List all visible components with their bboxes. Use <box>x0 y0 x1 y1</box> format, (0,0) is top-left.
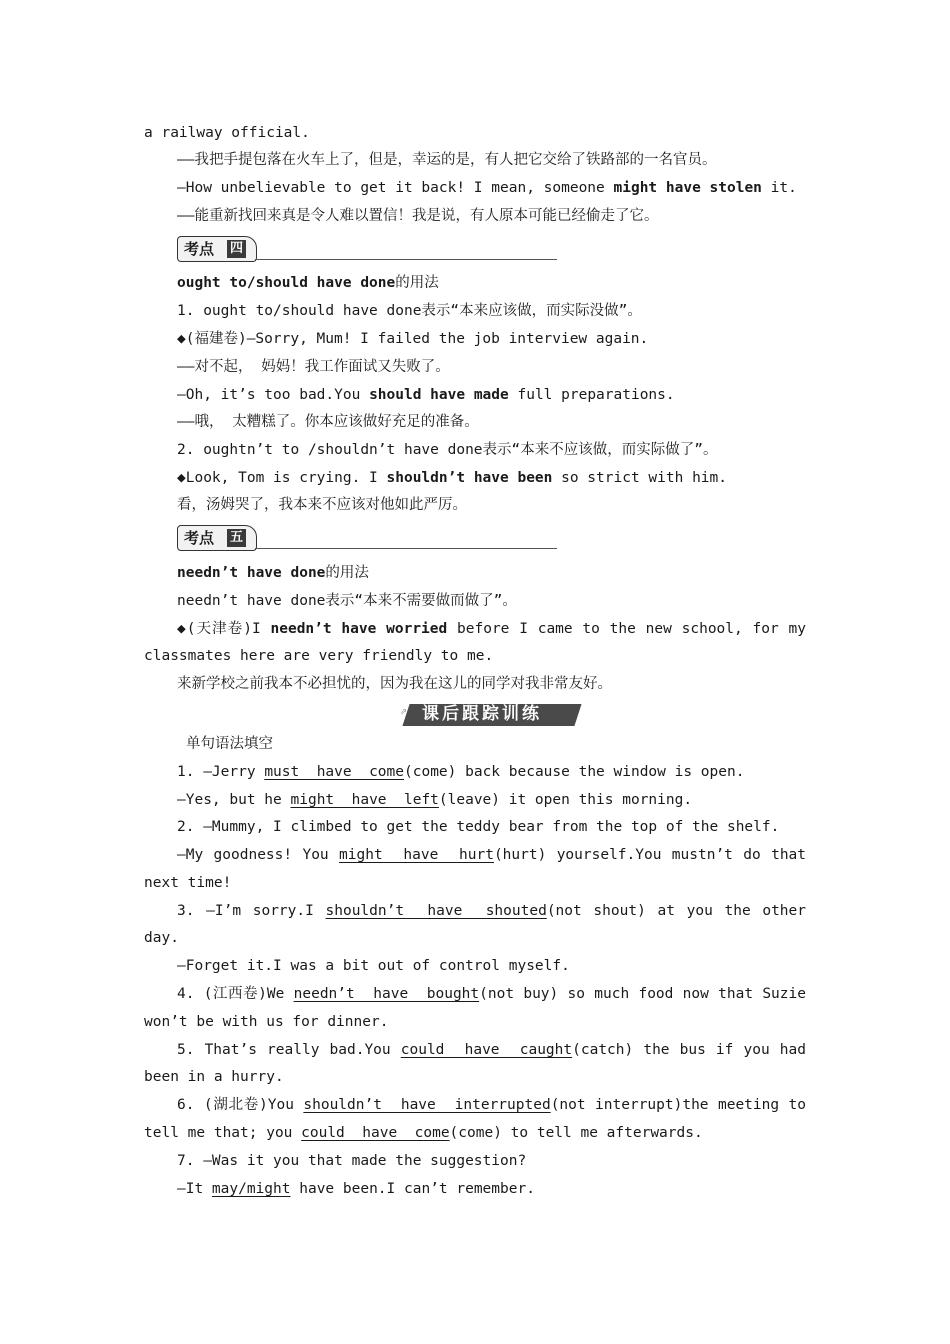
translation-line: ——对不起， 妈妈！我工作面试又失败了。 <box>177 359 450 375</box>
exercise-line: 1. —Jerry must have come(come) back because the window is open. <box>177 764 745 780</box>
section-banner <box>400 700 586 728</box>
answer: might have left <box>290 792 439 808</box>
exercise-line: next time! <box>144 875 232 891</box>
exercise-line: won’t be with us for dinner. <box>144 1014 389 1030</box>
translation-line: 来新学校之前我本不必担忧的，因为我在这儿的同学对我非常友好。 <box>177 676 612 692</box>
rule-line: needn’t have done表示“本来不需要做而做了”。 <box>177 593 517 609</box>
exercise-line: —Yes, but he might have left(leave) it open this morning. <box>177 792 693 808</box>
key-phrase: might have stolen <box>613 180 762 196</box>
example-line: ◆Look, Tom is crying. I shouldn’t have been so strict with him. <box>177 470 727 486</box>
exercise-line: 6. (湖北卷)You shouldn’t have interrupted(not interrupt)the meeting to <box>177 1097 806 1113</box>
exercise-line: —Forget it.I was a bit out of control myself. <box>177 958 570 974</box>
kaodian-number: 五 <box>227 529 246 547</box>
answer: must have come <box>264 764 404 780</box>
exercise-line: tell me that; you could have come(come) to tell me afterwards. <box>144 1125 703 1141</box>
key-phrase: should have made <box>369 387 509 403</box>
answer: might have hurt <box>339 847 494 863</box>
translation-line: 看，汤姆哭了，我本来不应该对他如此严厉。 <box>177 497 467 513</box>
banner-mark-icon: ⇗ <box>400 704 407 717</box>
translation-line: ——哦， 太糟糕了。你本应该做好充足的准备。 <box>177 414 479 430</box>
key-phrase: needn’t have worried <box>270 621 448 637</box>
translation-line: ——能重新找回来真是令人难以置信！我是说，有人原本可能已经偷走了它。 <box>177 208 659 224</box>
kaodian-badge: 考点 四 <box>177 236 257 262</box>
exercise-heading: 单句语法填空 <box>186 736 273 752</box>
answer: shouldn’t have interrupted <box>303 1097 551 1113</box>
answer: could have come <box>301 1125 450 1141</box>
example-line: —Oh, it’s too bad.You should have made full preparations. <box>177 387 675 403</box>
example-line: classmates here are very friendly to me. <box>144 648 494 664</box>
rule-line: 2. oughtn’t to /shouldn’t have done表示“本来不应该做，而实际做了”。 <box>177 442 718 458</box>
answer: could have caught <box>400 1042 573 1058</box>
exercise-line: 3. —I’m sorry.I shouldn’t have shouted(not shout) at you the other <box>177 903 806 919</box>
exercise-line: —My goodness! You might have hurt(hurt) yourself.You mustn’t do that <box>177 847 807 863</box>
section-title: ought to/should have done的用法 <box>177 275 439 291</box>
example-line: ◆(福建卷)—Sorry, Mum! I failed the job interview again. <box>177 331 649 347</box>
banner-title: 课后跟踪训练 <box>422 704 542 724</box>
exercise-line: 5. That’s really bad.You could have caught(catch) the bus if you had <box>177 1042 806 1058</box>
kaodian-header-4 <box>177 236 557 262</box>
text-line: a railway official. <box>144 125 310 141</box>
exercise-line: been in a hurry. <box>144 1069 284 1085</box>
section-title: needn’t have done的用法 <box>177 565 369 581</box>
kaodian-number: 四 <box>227 240 246 258</box>
key-phrase: shouldn’t have been <box>386 470 553 486</box>
answer: may/might <box>211 1181 291 1197</box>
exercise-line: 7. —Was it you that made the suggestion? <box>177 1153 527 1169</box>
kaodian-badge: 考点 五 <box>177 525 257 551</box>
answer: shouldn’t have shouted <box>325 903 547 919</box>
exercise-line: 4. (江西卷)We needn’t have bought(not buy) so much food now that Suzie <box>177 986 806 1002</box>
exercise-line: 2. —Mummy, I climbed to get the teddy bear from the top of the shelf. <box>177 819 780 835</box>
example-line: ◆(天津卷)I needn’t have worried before I came to the new school, for my <box>177 621 806 637</box>
header-rule <box>255 259 557 260</box>
exercise-line: day. <box>144 930 179 946</box>
translation-line: ——我把手提包落在火车上了，但是，幸运的是，有人把它交给了铁路部的一名官员。 <box>177 152 717 168</box>
header-rule <box>255 548 557 549</box>
answer: needn’t have bought <box>293 986 480 1002</box>
example-line: —How unbelievable to get it back! I mean, someone might have stolen it. <box>177 180 797 196</box>
exercise-line: —It may/might have been.I can’t remember. <box>177 1181 535 1197</box>
kaodian-header-5 <box>177 525 557 551</box>
rule-line: 1. ought to/should have done表示“本来应该做，而实际没做”。 <box>177 303 642 319</box>
